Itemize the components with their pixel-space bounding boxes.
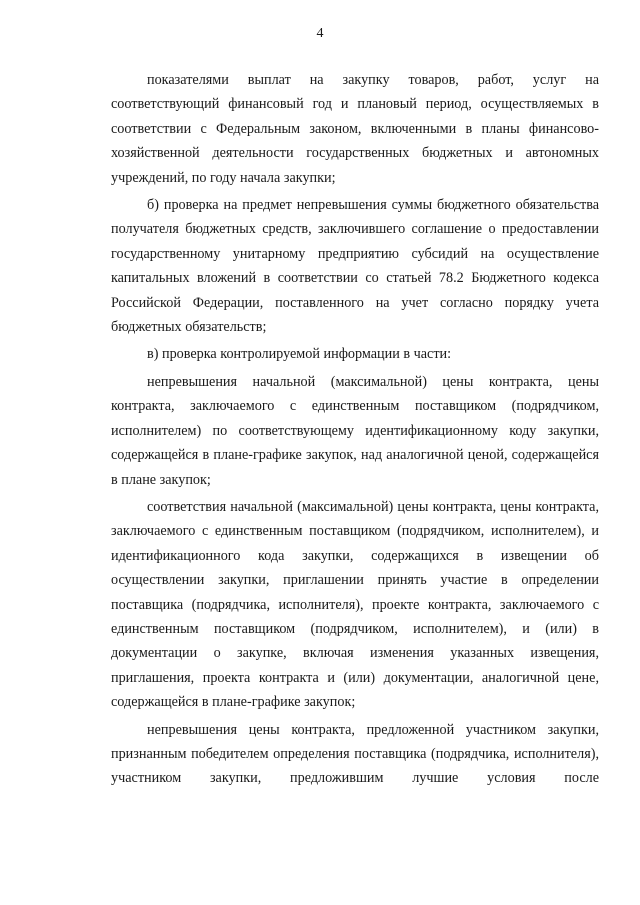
paragraph-item-v: в) проверка контролируемой информации в части: xyxy=(147,346,452,363)
document-body xyxy=(111,68,599,791)
page-number: 4 xyxy=(316,26,324,41)
paragraph-continuation: показателями выплат на закупку товаров, работ, услуг на соответствующий финансовый год и плановый период, осуществляемых в соответствии с Федеральным законом, включенными в планы финансово-хозяйственной деятельности государственных бюджетных и автономных учреждений, по году начала закупки; xyxy=(111,72,599,186)
paragraph-item-b: б) проверка на предмет непревышения суммы бюджетного обязательства получателя бюджетных средств, заключившего соглашение о предоставлении государственному унитарному предприятию субсидий на осуществление капитальных вложений в соответствии со статьей 78.2 Бюджетного кодекса Российской Федерации, поставленного на учет согласно порядку учета бюджетных обязательств; xyxy=(111,197,599,336)
paragraph-winner-price: непревышения цены контракта, предложенной участником закупки, признанным победителем определения поставщика (подрядчика, исполнителя), участником закупки, предложившим лучшие условия после xyxy=(111,721,599,787)
paragraph-price-not-exceeding: непревышения начальной (максимальной) цены контракта, цены контракта, заключаемого с единственным поставщиком (подрядчиком, исполнителем) по соответствующему идентификационному коду закупки, содержащейся в плане-графике закупок, над аналогичной ценой, содержащейся в плане закупок; xyxy=(111,373,599,488)
paragraph-price-correspondence: соответствия начальной (максимальной) цены контракта, цены контракта, заключаемого с единственным поставщиком (подрядчиком, исполнителем), и идентификационного кода закупки, содержащихся в извещении об осуществлении закупки, приглашении принять участие в определении поставщика (подрядчика, исполнителя), проекте контракта, заключаемого с единственным поставщиком (подрядчиком, исполнителем), и (или) в документации о закупке, включая изменения указанных извещения, приглашения, проекта контракта и (или) документации, аналогичной цене, содержащейся в плане-графике закупок; xyxy=(111,498,599,711)
